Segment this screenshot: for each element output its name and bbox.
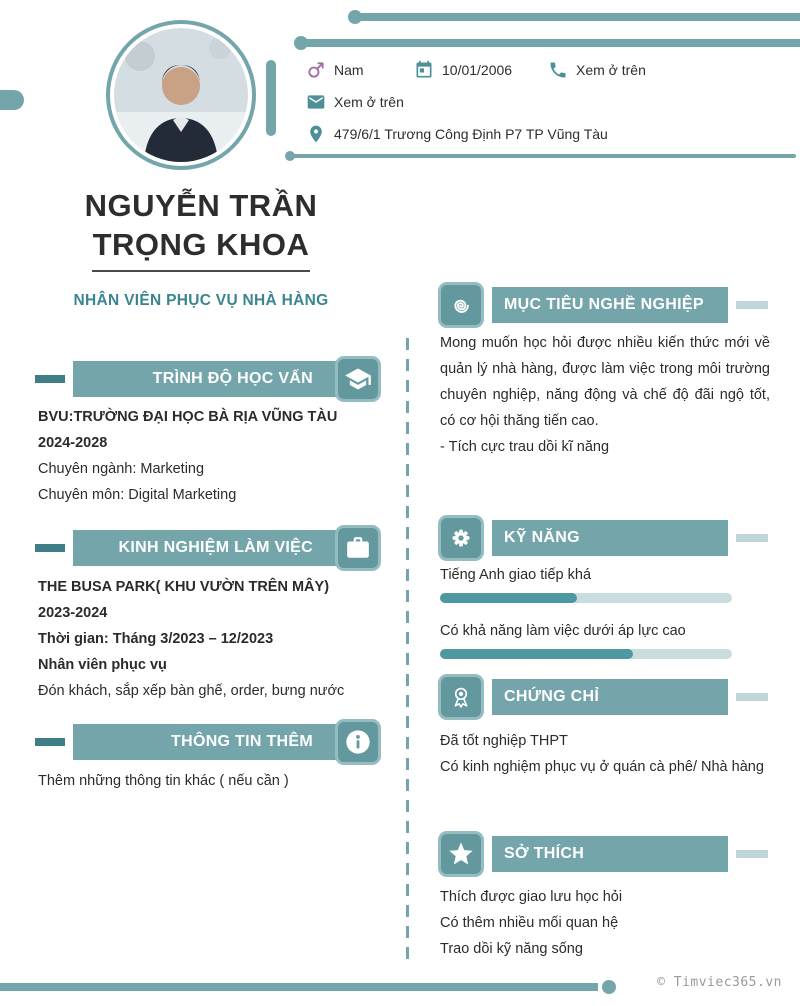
section-title-hobbies: SỞ THÍCH [492, 836, 728, 872]
experience-time: Thời gian: Tháng 3/2023 – 12/2023 [38, 631, 274, 647]
contact-email [306, 91, 404, 113]
deco-line-second [302, 39, 800, 47]
medal-icon [446, 682, 476, 712]
education-specialty: Chuyên môn: Digital Marketing [38, 487, 237, 503]
header-dash-light [736, 534, 768, 542]
header-dash [35, 544, 65, 552]
section-header-objective [438, 286, 768, 324]
skill-progress-fill [440, 649, 633, 659]
contact-birthday [414, 59, 512, 81]
section-header-certificates [438, 678, 768, 716]
experience-company: THE BUSA PARK( KHU VƯỜN TRÊN MÂY) [38, 579, 330, 595]
section-header-skills [438, 519, 768, 557]
skill-item [440, 619, 770, 659]
more-info-icon-box [335, 719, 381, 765]
deco-edge-tab [0, 90, 24, 110]
header-dash-light [736, 693, 768, 701]
section-header-hobbies [438, 835, 768, 873]
profile-photo-frame [106, 20, 256, 170]
deco-bottom-dot [602, 980, 616, 994]
deco-line-top [356, 13, 800, 21]
skills-icon-box [438, 515, 484, 561]
briefcase-icon [345, 535, 371, 561]
certificates-content [440, 728, 770, 780]
education-major: Chuyên ngành: Marketing [38, 461, 205, 477]
section-title-experience: KINH NGHIỆM LÀM VIỆC [73, 530, 353, 566]
more-info-text: Thêm những thông tin khác ( nếu cần ) [38, 773, 289, 789]
column-dashed-divider [406, 338, 409, 960]
hobby-item: Có thêm nhiều mối quan hệ [440, 915, 619, 931]
skill-progress-track [440, 649, 732, 659]
certificate-item: Có kinh nghiệm phục vụ ở quán cà phê/ Nhà hàng [440, 759, 764, 775]
contact-address [306, 123, 608, 145]
section-title-skills: KỸ NĂNG [492, 520, 728, 556]
experience-role: Nhân viên phục vụ [38, 657, 167, 673]
profile-photo-placeholder [114, 28, 248, 162]
header-dash [35, 375, 65, 383]
candidate-name [36, 186, 366, 264]
header-dash-light [736, 850, 768, 858]
gender-icon [306, 60, 326, 80]
location-pin-icon [306, 124, 326, 144]
experience-icon-box [335, 525, 381, 571]
certificate-item: Đã tốt nghiệp THPT [440, 733, 568, 749]
section-title-education: TRÌNH ĐỘ HỌC VẤN [73, 361, 353, 397]
skill-label: Tiếng Anh giao tiếp khá [440, 567, 592, 583]
name-underline [92, 270, 310, 272]
education-content [38, 404, 372, 508]
contact-address-value: 479/6/1 Trương Công Định P7 TP Vũng Tàu [334, 126, 608, 142]
objective-icon-box [438, 282, 484, 328]
profile-photo [114, 28, 248, 162]
deco-contact-bar [266, 60, 276, 136]
contact-email-value: Xem ở trên [334, 94, 404, 110]
section-header-more-info [35, 723, 381, 761]
contact-gender [306, 59, 364, 81]
graduation-cap-icon [344, 365, 372, 393]
info-icon [344, 728, 372, 756]
contact-phone [548, 59, 646, 81]
skill-progress-fill [440, 593, 577, 603]
candidate-name-line1: NGUYỄN TRẦN [84, 188, 318, 223]
education-years: 2024-2028 [38, 435, 108, 451]
contact-gender-value: Nam [334, 62, 364, 78]
email-icon [306, 92, 326, 112]
objective-note: - Tích cực trau dồi kĩ năng [440, 439, 610, 455]
more-info-content [38, 768, 372, 794]
deco-contact-underline [292, 154, 796, 158]
deco-bottom-bar [0, 983, 598, 991]
spiral-target-icon [446, 290, 476, 320]
certificates-icon-box [438, 674, 484, 720]
star-icon [447, 840, 475, 868]
objective-content [440, 330, 770, 460]
hobby-item: Thích được giao lưu học hỏi [440, 889, 623, 905]
hobbies-icon-box [438, 831, 484, 877]
calendar-icon [414, 60, 434, 80]
skill-item [440, 563, 770, 603]
hobby-item: Trao dồi kỹ năng sống [440, 941, 583, 957]
header-dash [35, 738, 65, 746]
section-header-experience [35, 529, 381, 567]
skill-label: Có khả năng làm việc dưới áp lực cao [440, 623, 686, 639]
section-title-certificates: CHỨNG CHỈ [492, 679, 728, 715]
contact-birthday-value: 10/01/2006 [442, 62, 513, 78]
header-dash-light [736, 301, 768, 309]
candidate-name-line2: TRỌNG KHOA [92, 227, 310, 262]
contact-phone-value: Xem ở trên [576, 62, 646, 78]
gear-icon [446, 523, 476, 553]
experience-desc: Đón khách, sắp xếp bàn ghế, order, bưng nước [38, 683, 345, 699]
job-title: NHÂN VIÊN PHỤC VỤ NHÀ HÀNG [73, 292, 329, 309]
objective-paragraph: Mong muốn học hỏi được nhiều kiến thức mới về quản lý nhà hàng, được làm việc trong môi trường chuyên nghiệp, năng động và chế độ đãi ngộ tốt, có cơ hội thăng tiến cao. [440, 335, 770, 429]
phone-icon [548, 60, 568, 80]
skills-content [440, 563, 770, 675]
skill-progress-track [440, 593, 732, 603]
hobbies-content [440, 884, 770, 962]
education-icon-box [335, 356, 381, 402]
section-title-objective: MỤC TIÊU NGHỀ NGHIỆP [492, 287, 728, 323]
section-header-education [35, 360, 381, 398]
watermark-copyright: © Timviec365.vn [657, 975, 782, 990]
education-school: BVU:TRƯỜNG ĐẠI HỌC BÀ RỊA VŨNG TÀU [38, 409, 338, 425]
section-title-more-info: THÔNG TIN THÊM [73, 724, 353, 760]
experience-years: 2023-2024 [38, 605, 108, 621]
experience-content [38, 574, 372, 704]
